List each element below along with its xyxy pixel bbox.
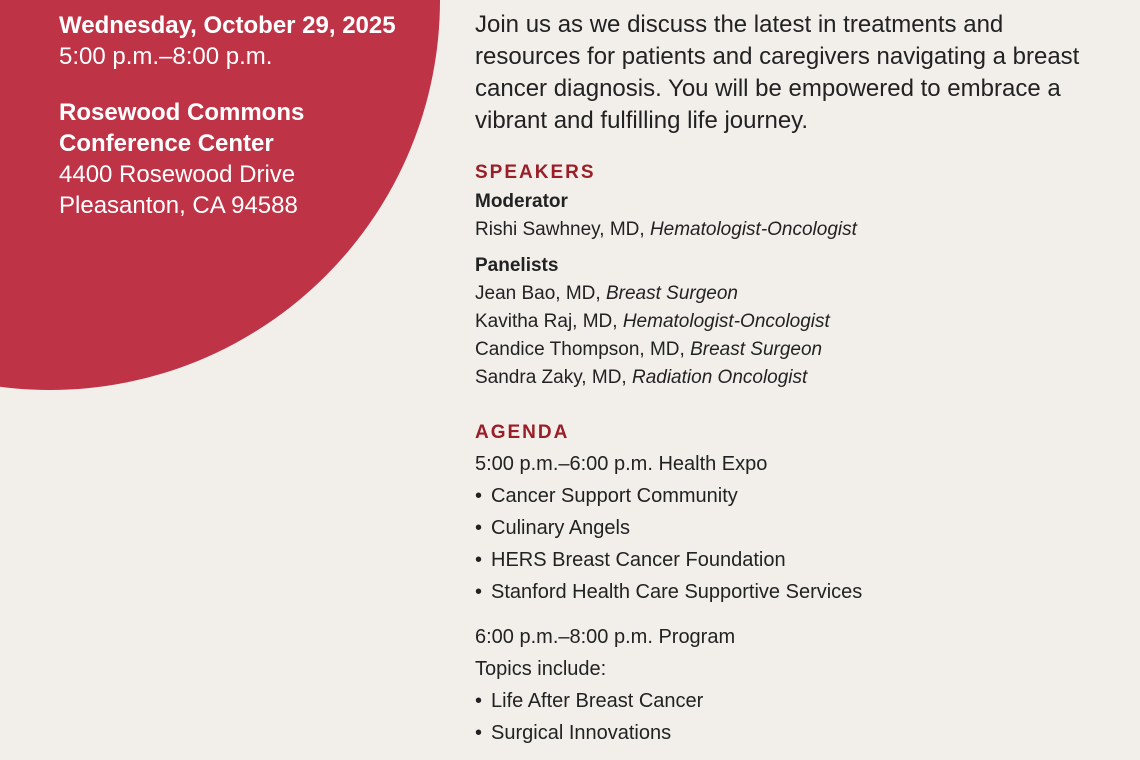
speaker-name: Candice Thompson, MD,	[475, 339, 691, 360]
event-date: Wednesday, October 29, 2025	[59, 12, 396, 39]
speaker-name: Jean Bao, MD,	[475, 283, 606, 304]
panelist-entry	[475, 364, 1115, 392]
panelist-entry	[475, 280, 1115, 308]
speaker-title: Breast Surgeon	[605, 283, 738, 304]
event-time: 5:00 p.m.–8:00 p.m.	[59, 43, 273, 70]
program-time: 6:00 p.m.–8:00 p.m. Program	[475, 626, 736, 648]
list-item: • Surgical Innovations	[475, 722, 672, 744]
panelist-entry	[475, 308, 1115, 336]
speaker-name: Rishi Sawhney, MD,	[475, 219, 650, 240]
event-content	[475, 9, 1115, 749]
expo-time: 5:00 p.m.–6:00 p.m. Health Expo	[475, 453, 768, 475]
speaker-title: Hematologist-Oncologist	[622, 311, 830, 332]
moderator-entry	[475, 216, 1115, 244]
moderator-label: Moderator	[475, 191, 568, 212]
list-item: • Life After Breast Cancer	[475, 690, 704, 712]
speaker-title: Radiation Oncologist	[631, 367, 808, 388]
topics-label: Topics include:	[475, 658, 607, 680]
venue-line1: Rosewood Commons	[59, 99, 305, 126]
event-details	[59, 10, 396, 221]
list-item: • Cancer Support Community	[475, 485, 738, 507]
speaker-title: Breast Surgeon	[690, 339, 823, 360]
list-item: • Stanford Health Care Supportive Services	[475, 581, 863, 603]
speaker-title: Hematologist-Oncologist	[649, 219, 857, 240]
panelists-label: Panelists	[475, 255, 559, 276]
intro-paragraph: Join us as we discuss the latest in treatments and resources for patients and caregivers navigating a breast cancer diagnosis. You will be empowered to embrace a vibrant and fulfilling life journey.	[475, 11, 1080, 134]
list-item: • Culinary Angels	[475, 517, 630, 539]
speakers-heading: SPEAKERS	[475, 162, 596, 183]
venue-line2: Conference Center	[59, 130, 274, 157]
list-item: • HERS Breast Cancer Foundation	[475, 549, 786, 571]
panelist-entry	[475, 336, 1115, 364]
address-line1: 4400 Rosewood Drive	[59, 161, 296, 188]
address-line2: Pleasanton, CA 94588	[59, 192, 298, 219]
speaker-name: Kavitha Raj, MD,	[475, 311, 623, 332]
speaker-name: Sandra Zaky, MD,	[475, 367, 632, 388]
agenda-heading: AGENDA	[475, 422, 570, 443]
